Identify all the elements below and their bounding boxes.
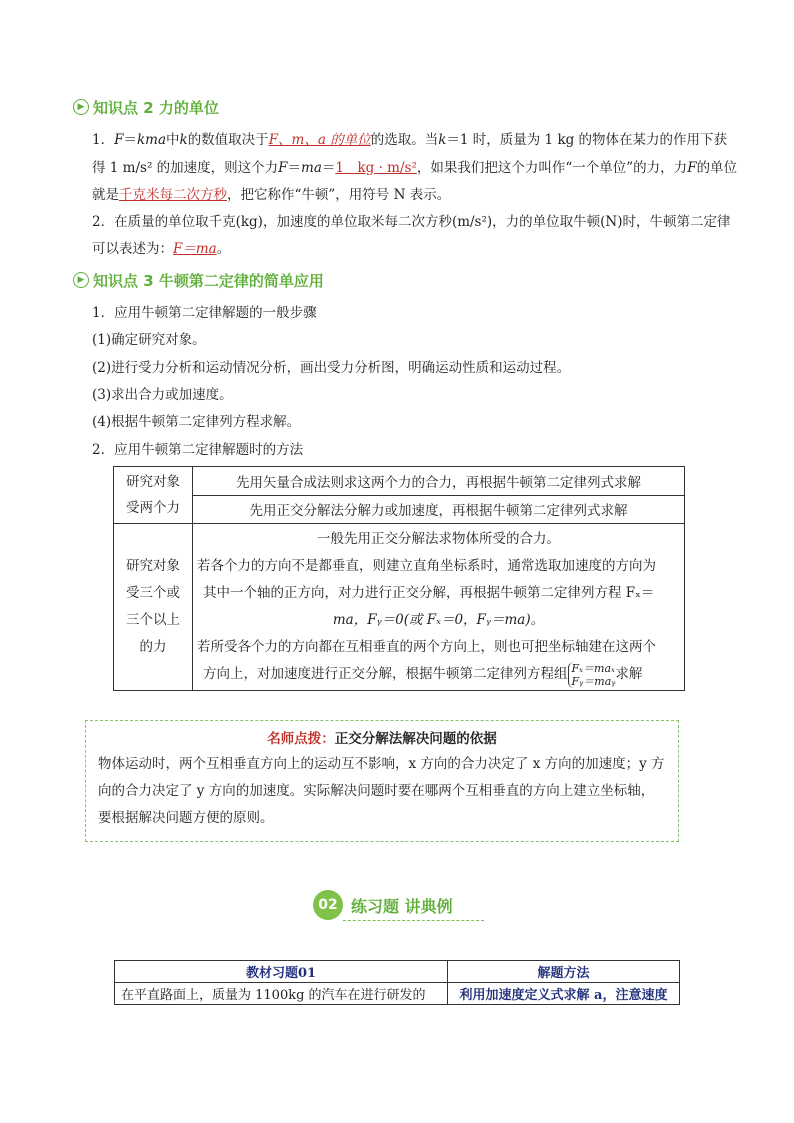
text: F — [278, 160, 288, 176]
text: k — [438, 132, 447, 148]
vector-method-cell: 先用矢量合成法则求这两个力的合力，再根据牛顿第二定律列式求解 — [193, 467, 685, 496]
steps-heading: 1．应用牛顿第二定律解题的一般步骤 — [92, 305, 317, 321]
text: F — [687, 160, 697, 176]
text: 就是 — [92, 187, 119, 203]
text: ，把它称作“牛顿”，用符号 N 表示。 — [227, 187, 451, 203]
text: 物体运动时，两个互相垂直方向上的运动互不影响，x 方向的合力决定了 x 方向的加速度；y 方 — [98, 756, 665, 772]
p1-line2 — [92, 158, 737, 178]
step-4: (4)根据牛顿第二定律列方程求解。 — [92, 414, 301, 430]
text: 1． — [92, 132, 115, 148]
answer-blank: F、m、a 的单位 — [268, 132, 371, 148]
text: ma — [301, 160, 322, 176]
text: 要根据解决问题方便的原则。 — [98, 810, 274, 826]
text: 三个以上 — [126, 612, 180, 628]
text: ，如果我们把这个力叫作“一个单位”的力，力 — [416, 160, 688, 176]
equation: Fₓ＝maₓ — [571, 661, 615, 675]
text: 。 — [216, 241, 231, 257]
answer-blank: 1 kg · m/s² — [335, 160, 417, 176]
text: 研究对象 — [126, 558, 180, 574]
text: 可以表述为： — [92, 241, 173, 257]
step-2: (2)进行受力分析和运动情况分析，画出受力分析图，明确运动性质和运动过程。 — [92, 360, 571, 376]
text: 的选取。当 — [370, 132, 439, 148]
multi-forces-method-cell — [193, 524, 685, 691]
two-forces-cell — [114, 467, 193, 524]
text: 求解 — [615, 666, 643, 682]
method-table — [113, 466, 685, 691]
answer-blank: F＝ma — [173, 241, 217, 257]
p2-line2 — [92, 239, 230, 259]
p2-line1: 2．在质量的单位取千克(kg)，加速度的单位取米每二次方秒(m/s²)，力的单位取牛顿(N)时，牛顿第二定律 — [92, 214, 731, 230]
solution-text: 利用加速度定义式求解 a，注意速度 — [448, 983, 680, 1005]
exercise-text: 在平直路面上，质量为 1100kg 的汽车在进行研发的 — [115, 983, 448, 1005]
section-underline — [343, 920, 484, 921]
orthogonal-method-cell: 先用正交分解法分解力或加速度，再根据牛顿第二定律列式求解 — [193, 495, 685, 524]
step-3: (3)求出合力或加速度。 — [92, 387, 233, 403]
play-circle-icon: ▶ — [73, 272, 89, 288]
text: 若所受各个力的方向都在互相垂直的两个方向上，则也可把坐标轴建在这两个 — [197, 639, 656, 655]
text: 研究对象 — [126, 474, 180, 490]
text: 受三个或 — [126, 585, 180, 601]
knowledge-point-2-heading — [73, 96, 219, 118]
text: ma，Fᵧ＝0(或 Fₓ＝0，Fᵧ＝ma)。 — [332, 612, 545, 628]
text: 方向上，对加速度进行正交分解，根据牛顿第二定律列方程组 — [203, 666, 568, 682]
tip-title: 正交分解法解决问题的依据 — [334, 731, 497, 747]
section-title: 练习题 讲典例 — [351, 896, 453, 916]
equation: Fᵧ＝maᵧ — [571, 674, 616, 688]
text: k — [179, 132, 188, 148]
solution-method-header: 解题方法 — [448, 961, 680, 983]
equation-system — [568, 662, 616, 688]
text: 得 1 m/s² 的加速度，则这个力 — [92, 160, 279, 176]
text: 向的合力决定了 y 方向的加速度。实际解决问题时要在哪两个互相垂直的方向上建立坐标轴， — [98, 783, 655, 799]
p1-line1 — [92, 130, 727, 150]
step-1: (1)确定研究对象。 — [92, 332, 206, 348]
p1-line3 — [92, 185, 450, 205]
section-number-badge: 02 — [313, 890, 343, 920]
text: 一般先用正交分解法求物体所受的合力。 — [317, 531, 560, 547]
knowledge-point-3-heading — [73, 269, 324, 291]
equation-line — [197, 661, 680, 688]
text: 中 — [166, 132, 180, 148]
play-circle-icon: ▶ — [73, 99, 89, 115]
text: ＝ — [287, 160, 302, 176]
answer-blank: 千克米每二次方秒 — [119, 187, 227, 203]
text: ＝ — [321, 160, 336, 176]
text: ＝1 时，质量为 1 kg 的物体在某力的作用下获 — [446, 132, 728, 148]
kp3-title: 知识点 3 牛顿第二定律的简单应用 — [93, 271, 324, 290]
text: 的力 — [139, 639, 167, 655]
tip-label: 名师点拨： — [267, 731, 335, 747]
exercise-table — [114, 960, 680, 1005]
multi-forces-cell — [114, 524, 193, 691]
text: F — [114, 132, 124, 148]
text: 受两个力 — [126, 500, 180, 516]
text: 的单位 — [696, 160, 738, 176]
kp2-title: 知识点 2 力的单位 — [93, 98, 219, 117]
section-02-heading — [313, 890, 453, 920]
text: ＝ — [123, 132, 137, 148]
textbook-exercise-header: 教材习题01 — [115, 961, 448, 983]
tip-box — [85, 720, 679, 842]
text: kma — [136, 132, 166, 148]
tip-body — [98, 751, 665, 832]
methods-heading: 2．应用牛顿第二定律解题时的方法 — [92, 442, 304, 458]
text: 的数值取决于 — [187, 132, 269, 148]
text: 若各个力的方向不是都垂直，则建立直角坐标系时，通常选取加速度的方向为 — [197, 558, 656, 574]
tip-heading — [86, 727, 678, 747]
text: 其中一个轴的正方向，对力进行正交分解，再根据牛顿第二定律列方程 Fₓ＝ — [203, 585, 655, 601]
